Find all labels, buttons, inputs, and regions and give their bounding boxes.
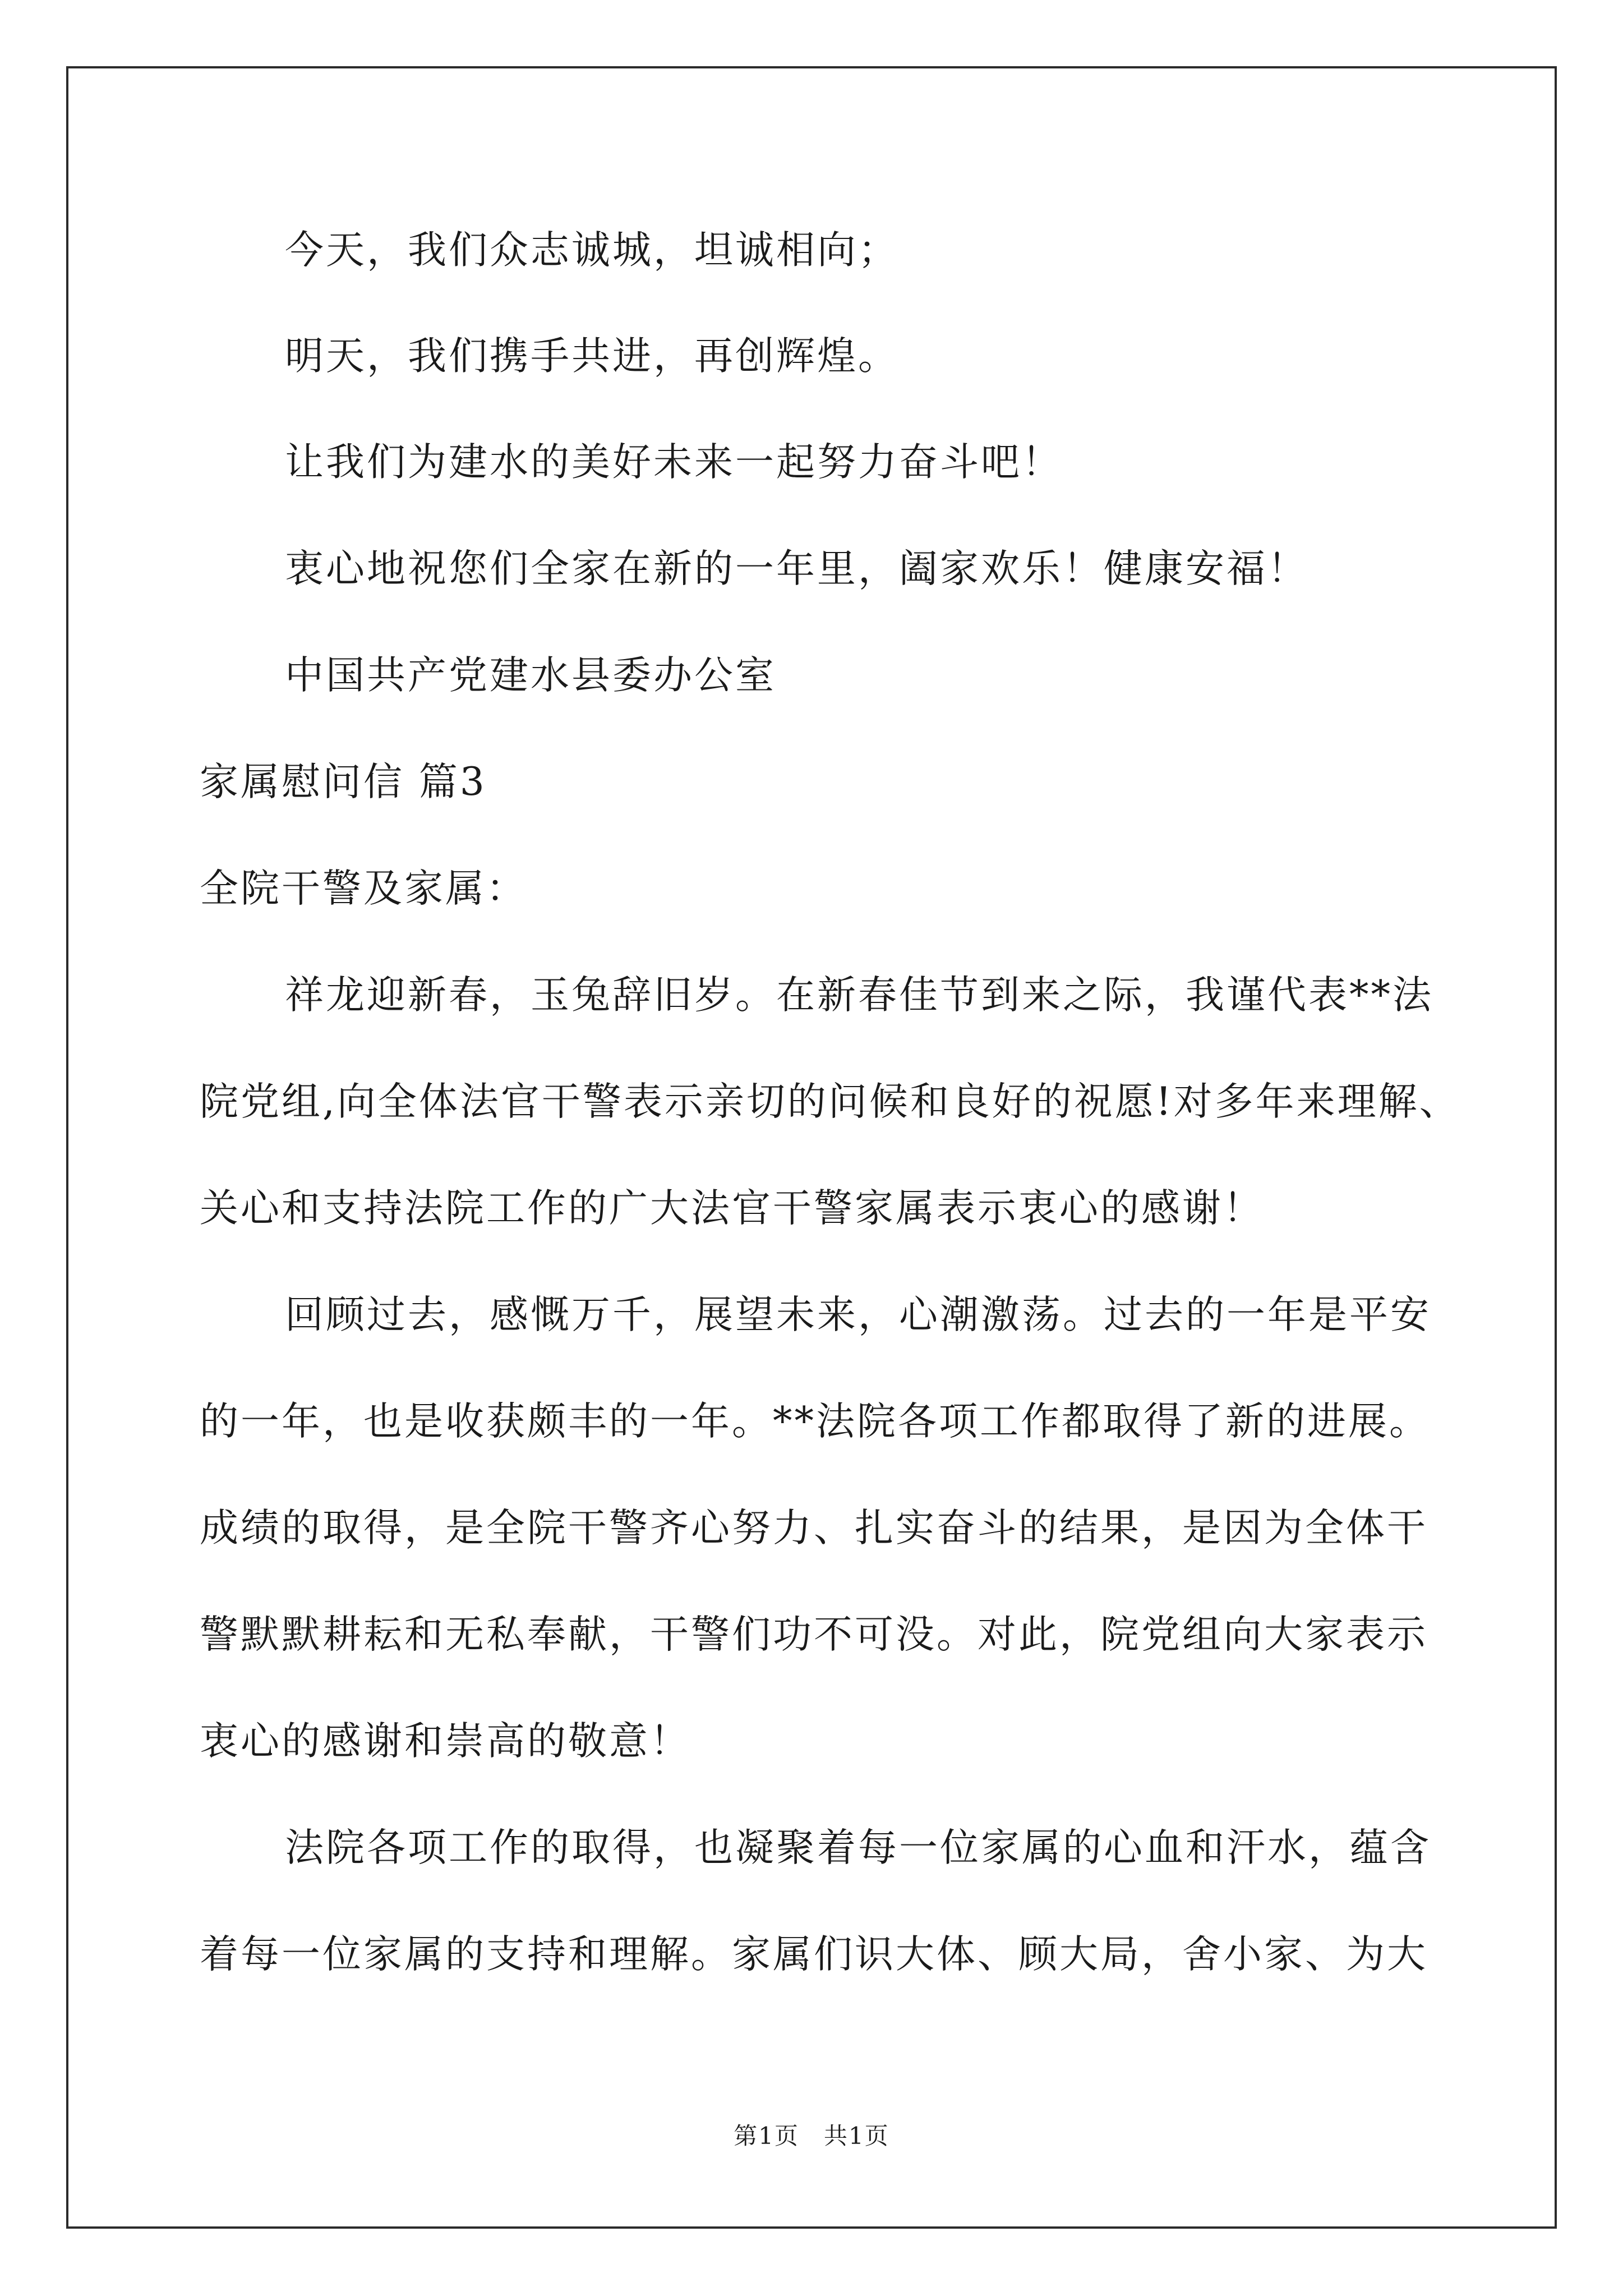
paragraph-line: 成绩的取得，是全院干警齐心努力、扎实奋斗的结果，是因为全体干 <box>200 1506 1428 1550</box>
paragraph-line: 回顾过去，感慨万千，展望未来，心潮激荡。过去的一年是平安 <box>285 1292 1431 1337</box>
paragraph-line: 衷心的感谢和崇高的敬意！ <box>200 1719 691 1764</box>
paragraph-line: 明天，我们携手共进，再创辉煌。 <box>285 334 899 379</box>
paragraph-line: 院党组,向全体法官干警表示亲切的问候和良好的祝愿!对多年来理解、 <box>200 1079 1460 1124</box>
page-border <box>66 66 1557 2229</box>
paragraph-line: 警默默耕耘和无私奉献，干警们功不可没。对此，院党组向大家表示 <box>200 1612 1428 1657</box>
paragraph-line: 关心和支持法院工作的广大法官干警家属表示衷心的感谢！ <box>200 1186 1264 1231</box>
paragraph-line: 的一年，也是收获颇丰的一年。**法院各项工作都取得了新的进展。 <box>200 1399 1430 1444</box>
section-heading: 家属慰问信 篇3 <box>200 760 487 804</box>
signature-line: 中国共产党建水县委办公室 <box>285 653 776 698</box>
paragraph-line: 祥龙迎新春，玉兔辞旧岁。在新春佳节到来之际，我谨代表**法 <box>285 973 1433 1018</box>
paragraph-line: 衷心地祝您们全家在新的一年里，阖家欢乐！健康安福！ <box>285 546 1308 591</box>
salutation: 全院干警及家属： <box>200 866 527 911</box>
paragraph-line: 今天，我们众志诚城，坦诚相向； <box>285 228 899 273</box>
paragraph-line: 让我们为建水的美好未来一起努力奋斗吧！ <box>285 440 1063 485</box>
page-footer: 第1页 共1页 <box>734 2122 889 2150</box>
paragraph-line: 法院各项工作的取得，也凝聚着每一位家属的心血和汗水，蕴含 <box>285 1825 1431 1870</box>
paragraph-line: 着每一位家属的支持和理解。家属们识大体、顾大局，舍小家、为大 <box>200 1932 1428 1977</box>
